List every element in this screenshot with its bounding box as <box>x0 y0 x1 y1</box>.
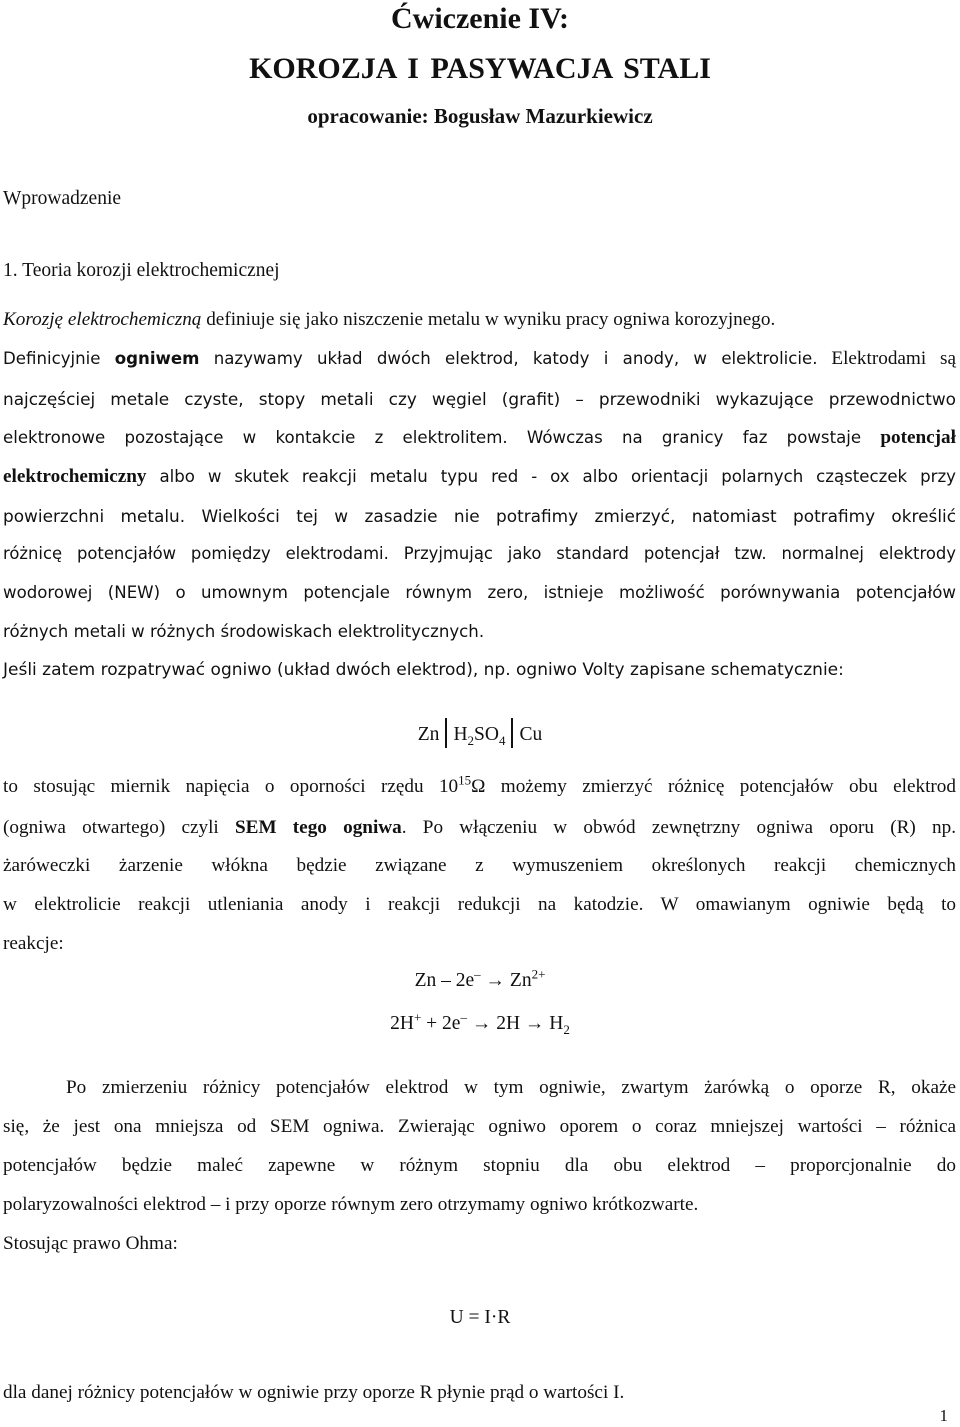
term-emphasis: Korozję elektrochemiczną <box>3 309 202 330</box>
text-span: albo w skutek reakcji metalu typu red - ox albo orientacji polarnych cząsteczek przy <box>146 467 956 486</box>
paragraph-line: powierzchni metalu. Wielkości tej w zasadzie nie potrafimy zmierzyć, natomiast potrafimy określić <box>3 506 956 526</box>
paragraph-line: Jeśli zatem rozpatrywać ogniwo (układ dwóch elektrod), np. ogniwo Volty zapisane schematycznie: <box>3 660 844 680</box>
text-span: Ω możemy zmierzyć różnicę potencjałów obu elektrod <box>471 776 956 797</box>
paragraph-line: wodorowej (NEW) o umownym potencjale równym zero, istnieje możliwość porównywania potencjałów <box>3 583 956 602</box>
text-span: Zn <box>509 970 532 991</box>
text-span: (ogniwa otwartego) czyli <box>3 817 235 838</box>
paragraph-line: różnych metali w różnych środowiskach elektrolitycznych. <box>3 622 485 641</box>
text-span: 2H <box>390 1013 414 1034</box>
page-number: 1 <box>939 1406 948 1425</box>
paragraph-line: reakcje: <box>3 933 64 954</box>
paragraph-line: żaróweczki żarzenie włókna będzie związane z wymuszeniem określonych reakcji chemicznych <box>3 855 956 876</box>
superscript: 15 <box>458 772 472 788</box>
author-line: opracowanie: Bogusław Mazurkiewicz <box>307 104 653 128</box>
superscript: + <box>413 1009 422 1025</box>
term-bold: SEM tego ogniwa <box>234 817 402 838</box>
paragraph-line: potencjałów będzie maleć zapewne w różnym stopniu dla obu elektrod – proporcjonalnie do <box>3 1155 956 1176</box>
paragraph-line <box>3 307 956 333</box>
paragraph-line: dla danej różnicy potencjałów w ogniwie przy oporze R płynie prąd o wartości I. <box>3 1382 625 1403</box>
cell-scheme <box>0 718 960 748</box>
paragraph-line <box>3 464 956 490</box>
phase-boundary <box>445 718 447 748</box>
text-span: H <box>453 724 468 745</box>
reaction-cathode <box>0 1009 960 1037</box>
exercise-title: Ćwiczenie IV: <box>390 2 570 35</box>
superscript: – <box>460 1009 467 1025</box>
text-span: Definicyjnie <box>3 349 115 368</box>
arrow-icon: → <box>471 1013 492 1034</box>
reaction-anode <box>0 966 960 992</box>
superscript: 2+ <box>531 966 546 982</box>
paragraph-line: się, że jest ona mniejsza od SEM ogniwa. Zwierając ogniwo oporem o coraz mniejszej wartości – różnica <box>3 1116 956 1137</box>
text-span: . Po włączeniu w obwód zewnętrzny ogniwa oporu (R) np. <box>401 817 957 838</box>
text-span: + 2e <box>421 1013 461 1034</box>
anode-label: Zn <box>417 724 440 745</box>
electrolyte-label <box>453 724 506 748</box>
intro-heading: Wprowadzenie <box>3 188 122 209</box>
ohm-law-equation: U = I·R <box>449 1307 511 1328</box>
paragraph-line: w elektrolicie reakcji utleniania anody i reakcji redukcji na katodzie. W omawianym ogniwie będą to <box>3 894 956 915</box>
paragraph-line <box>3 346 956 372</box>
cathode-label: Cu <box>519 724 543 745</box>
text-span: 2H <box>496 1013 521 1034</box>
arrow-icon: → <box>485 970 506 991</box>
subscript: 4 <box>498 732 506 748</box>
paragraph-line: różnicę potencjałów pomiędzy elektrodami. Przyjmując jako standard potencjał tzw. normalnej elektrody <box>3 544 956 563</box>
text-span: Wówczas na granicy faz powstaje <box>507 428 881 447</box>
paragraph-line <box>3 425 956 451</box>
term-bold: potencjał <box>880 427 956 448</box>
text-span: Zn – 2e <box>414 970 475 991</box>
subscript: 2 <box>563 1021 570 1037</box>
paragraph-line: polaryzowalności elektrod – i przy oporze równym zero otrzymamy ogniwo krótkozwarte. <box>3 1194 699 1215</box>
text-span: elektronowe pozostające w kontakcie z elektrolitem. <box>3 428 508 447</box>
superscript: – <box>474 966 481 982</box>
text-span: nazywamy układ dwóch elektrod, katody i anody, w elektrolicie. <box>199 349 818 368</box>
exercise-subtitle: KOROZJA I PASYWACJA STALI <box>249 52 711 85</box>
text-span: definiuje się jako niszczenie metalu w wyniku pracy ogniwa korozyjnego. <box>201 309 776 330</box>
text-span: to stosując miernik napięcia o oporności rzędu 10 <box>3 776 459 797</box>
term-bold: ogniwem <box>114 349 200 368</box>
paragraph-line <box>3 774 956 800</box>
arrow-icon: → <box>524 1013 545 1034</box>
paragraph-line: Po zmierzeniu różnicy potencjałów elektrod w tym ogniwie, zwartym żarówką o oporze R, okaże <box>66 1077 956 1098</box>
paragraph-line <box>3 815 956 841</box>
section-heading: 1. Teoria korozji elektrochemicznej <box>3 260 280 281</box>
text-span: Elektrodami są <box>817 348 957 369</box>
paragraph-line: Stosując prawo Ohma: <box>3 1233 178 1254</box>
paragraph-line: najczęściej metale czyste, stopy metali czy węgiel (grafit) – przewodniki wykazujące przewodnictwo <box>3 389 956 409</box>
phase-boundary <box>511 718 513 748</box>
text-span: SO <box>474 724 499 745</box>
text-span: H <box>549 1013 564 1034</box>
term-bold: elektrochemiczny <box>3 466 147 487</box>
subscript: 2 <box>467 732 475 748</box>
